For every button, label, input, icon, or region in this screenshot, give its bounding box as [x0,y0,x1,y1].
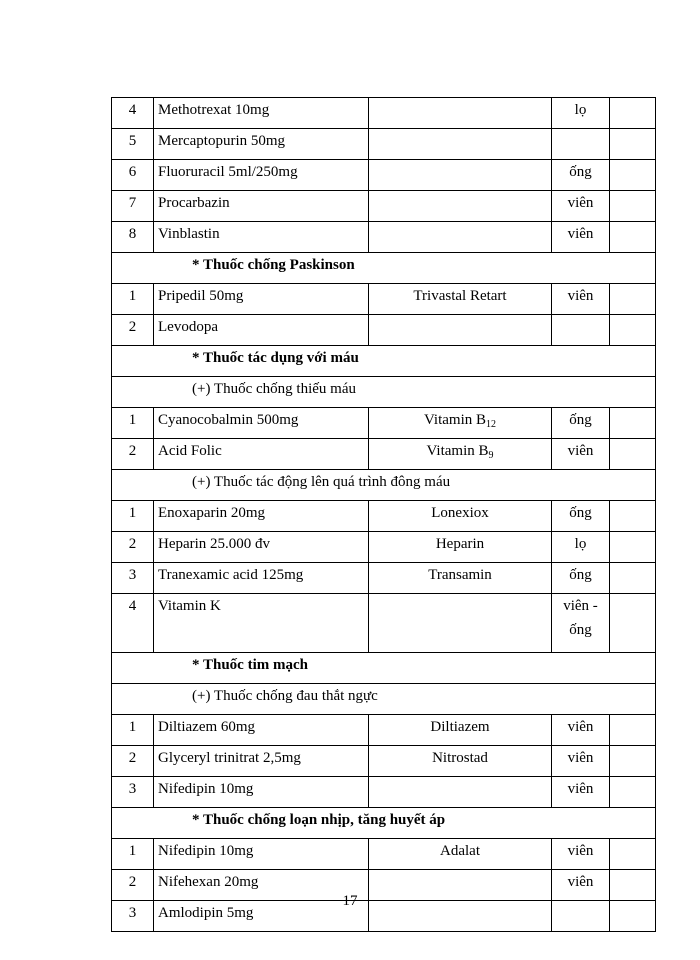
brand-name [369,746,552,777]
brand-name [369,98,552,129]
empty-cell [610,315,656,346]
brand-name [369,501,552,532]
row-number: 2 [112,439,154,470]
drug-name: Fluoruracil 5ml/250mg [154,160,369,191]
row-number: 4 [112,98,154,129]
brand-name [369,315,552,346]
empty-cell [610,439,656,470]
empty-cell [610,839,656,870]
empty-cell [610,191,656,222]
unit [552,129,610,160]
section-row [112,253,656,284]
unit [552,222,610,253]
drug-name: Glyceryl trinitrat 2,5mg [154,746,369,777]
empty-cell [610,715,656,746]
unit [552,160,610,191]
unit-text: viên [567,226,594,242]
brand-name-text: Trivastal Retart [413,288,507,304]
brand-name [369,191,552,222]
row-number: 6 [112,160,154,191]
empty-cell [610,777,656,808]
unit-text: viên [567,781,594,797]
brand-name [369,594,552,653]
brand-name [369,563,552,594]
row-number: 4 [112,594,154,653]
unit [552,532,610,563]
section-row [112,653,656,684]
table-row [112,594,656,653]
row-number: 1 [112,501,154,532]
empty-cell [610,563,656,594]
brand-subscript: 12 [486,419,496,430]
table-row [112,746,656,777]
table-row [112,439,656,470]
unit [552,715,610,746]
drug-name: Mercaptopurin 50mg [154,129,369,160]
row-number: 1 [112,408,154,439]
drug-name: Levodopa [154,315,369,346]
unit-text: viên [567,443,594,459]
row-number: 3 [112,777,154,808]
row-number: 3 [112,901,154,932]
row-number: 5 [112,129,154,160]
unit-text: viên - [563,598,598,614]
row-number: 3 [112,563,154,594]
section-row [112,346,656,377]
unit [552,746,610,777]
drug-name: Tranexamic acid 125mg [154,563,369,594]
table-row [112,532,656,563]
unit [552,777,610,808]
drug-name: Heparin 25.000 đv [154,532,369,563]
row-number: 2 [112,746,154,777]
brand-name-text: Transamin [428,567,492,583]
drug-name: Methotrexat 10mg [154,98,369,129]
drug-table [111,97,656,932]
row-number: 2 [112,532,154,563]
table-row [112,191,656,222]
drug-name: Enoxaparin 20mg [154,501,369,532]
unit [552,501,610,532]
table-row [112,563,656,594]
row-number: 1 [112,715,154,746]
unit-text: viên [567,874,594,890]
section-heading: * Thuốc chống Paskinson [112,253,656,284]
unit [552,839,610,870]
table-row [112,222,656,253]
subsection-heading: (+) Thuốc chống đau thắt ngực [112,684,656,715]
unit-text: ống [569,567,592,583]
unit [552,284,610,315]
row-number: 8 [112,222,154,253]
unit-text: ống [569,164,592,180]
subsection-row [112,377,656,408]
empty-cell [610,222,656,253]
unit-text: viên [567,750,594,766]
brand-name-text: Vitamin B [426,443,489,459]
table-row [112,408,656,439]
brand-name-text: Lonexiox [431,505,489,521]
table-row [112,160,656,191]
brand-name [369,439,552,470]
empty-cell [610,408,656,439]
drug-name: Nifehexan 20mg [154,870,369,901]
section-heading: * Thuốc tim mạch [112,653,656,684]
row-number: 7 [112,191,154,222]
drug-name: Pripedil 50mg [154,284,369,315]
unit-text: viên [567,843,594,859]
row-number: 1 [112,284,154,315]
drug-name: Cyanocobalmin 500mg [154,408,369,439]
brand-name [369,532,552,563]
drug-name: Procarbazin [154,191,369,222]
brand-name-text: Vitamin B [423,412,486,428]
brand-name [369,715,552,746]
section-heading: * Thuốc tác dụng với máu [112,346,656,377]
table-row [112,98,656,129]
unit [552,594,610,653]
subsection-row [112,684,656,715]
row-number: 2 [112,315,154,346]
unit-text: ống [569,412,592,428]
brand-name [369,160,552,191]
table-row [112,284,656,315]
drug-name: Nifedipin 10mg [154,839,369,870]
drug-table-body [112,98,656,932]
table-row [112,501,656,532]
brand-name-text: Heparin [435,536,485,552]
brand-name-text: Nitrostad [432,750,488,766]
brand-name [369,408,552,439]
brand-name [369,284,552,315]
unit [552,191,610,222]
empty-cell [610,501,656,532]
drug-name: Acid Folic [154,439,369,470]
section-row [112,808,656,839]
unit-text: ống [569,505,592,521]
subsection-heading: (+) Thuốc chống thiếu máu [112,377,656,408]
brand-name [369,222,552,253]
brand-name-text: Adalat [440,843,480,859]
table-row [112,839,656,870]
subsection-heading: (+) Thuốc tác động lên quá trình đông máu [112,470,656,501]
unit [552,408,610,439]
unit-text-line2: ống [569,622,592,638]
unit-text: viên [567,195,594,211]
brand-name [369,129,552,160]
unit-text: viên [567,288,594,304]
brand-name [369,839,552,870]
empty-cell [610,98,656,129]
unit [552,98,610,129]
unit [552,315,610,346]
row-number: 2 [112,870,154,901]
unit-text: viên [567,719,594,735]
table-row [112,129,656,160]
unit-text: lọ [574,102,587,118]
empty-cell [610,594,656,653]
table-row [112,777,656,808]
subsection-row [112,470,656,501]
empty-cell [610,746,656,777]
drug-name: Diltiazem 60mg [154,715,369,746]
empty-cell [610,284,656,315]
table-row [112,715,656,746]
table-row [112,315,656,346]
drug-name: Vitamin K [154,594,369,653]
row-number: 1 [112,839,154,870]
empty-cell [610,129,656,160]
brand-name [369,777,552,808]
section-heading: * Thuốc chống loạn nhịp, tăng huyết áp [112,808,656,839]
drug-name: Vinblastin [154,222,369,253]
unit [552,439,610,470]
unit-text: lọ [574,536,587,552]
brand-subscript: 9 [488,450,494,461]
empty-cell [610,160,656,191]
unit [552,563,610,594]
drug-name: Nifedipin 10mg [154,777,369,808]
page-number: 17 [342,893,358,909]
drug-name: Amlodipin 5mg [154,901,369,932]
brand-name-text: Diltiazem [430,719,490,735]
empty-cell [610,532,656,563]
